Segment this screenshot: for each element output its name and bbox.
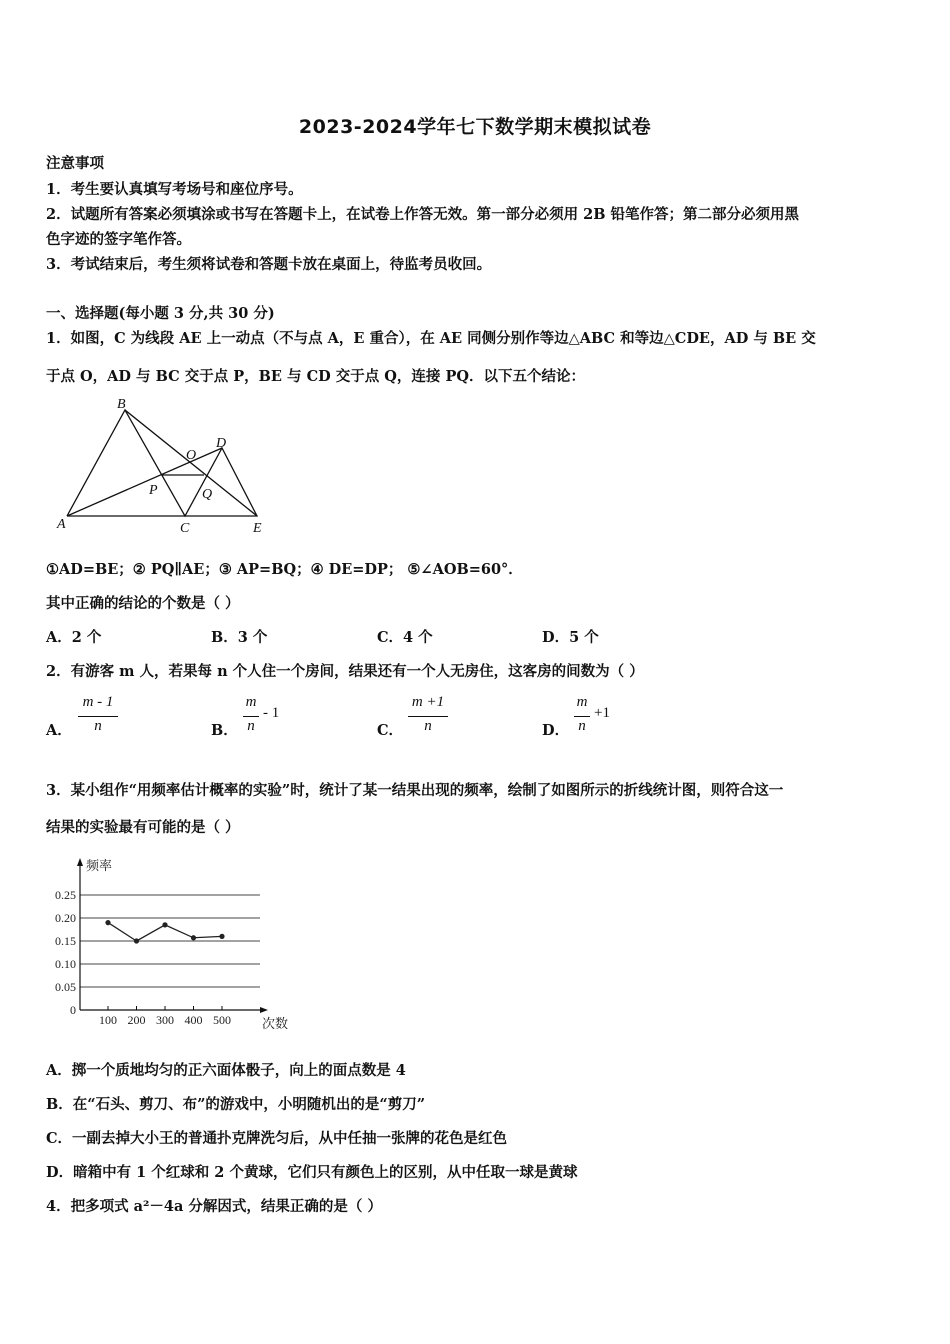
label-Q: Q bbox=[202, 487, 213, 502]
q1-option-a[interactable]: A．2 个 bbox=[46, 629, 102, 646]
fraction-denominator: n bbox=[94, 718, 102, 734]
q3-option-a[interactable]: A．掷一个质地均匀的正六面体骰子，向上的面点数是 4 bbox=[46, 1062, 406, 1079]
figure-lines bbox=[67, 410, 257, 516]
segment-AD bbox=[67, 448, 222, 516]
q4-stem: 4．把多项式 a²－4a 分解因式，结果正确的是（ ） bbox=[46, 1198, 382, 1215]
q2-stem: 2．有游客 m 人，若果每 n 个人住一个房间，结果还有一个人无房住，这客房的间数为（ ） bbox=[46, 663, 644, 680]
y-tick-label: 0.15 bbox=[55, 934, 76, 948]
q3-frequency-line-chart bbox=[40, 848, 290, 1033]
notice-item-3: 3．考试结束后，考生须将试卷和答题卡放在桌面上，待监考员收回。 bbox=[46, 256, 492, 273]
q1-ask: 其中正确的结论的个数是（ ） bbox=[46, 595, 240, 612]
segment-BE bbox=[125, 410, 257, 516]
x-tick-label: 500 bbox=[213, 1013, 231, 1027]
fraction-denominator: n bbox=[578, 718, 586, 734]
fraction-numerator: m bbox=[576, 694, 588, 710]
data-point bbox=[162, 922, 167, 927]
x-tick-label: 200 bbox=[127, 1013, 146, 1027]
fraction-numerator: m - 1 bbox=[82, 694, 114, 710]
label-C: C bbox=[180, 521, 190, 536]
q3-option-b[interactable]: B．在“石头、剪刀、布”的游戏中，小明随机出的是“剪刀” bbox=[46, 1096, 426, 1113]
y-axis-label: 频率 bbox=[86, 858, 113, 873]
q1-stem-line1: 1．如图，C 为线段 AE 上一动点（不与点 A，E 重合），在 AE 同侧分别作等边△ABC 和等边△CDE，AD 与 BE 交 bbox=[46, 330, 816, 347]
x-axis-label: 次数 bbox=[262, 1016, 289, 1031]
label-B: B bbox=[117, 397, 126, 412]
q1-option-d[interactable]: D．5 个 bbox=[542, 629, 599, 646]
q3-stem-line1: 3．某小组作“用频率估计概率的实验”时，统计了某一结果出现的频率，绘制了如图所示的折线统计图，则符合这一 bbox=[46, 782, 784, 799]
q2-option-b-letter[interactable]: B． bbox=[211, 722, 238, 739]
q2-option-c-fraction[interactable] bbox=[406, 694, 466, 740]
x-tick-label: 400 bbox=[184, 1013, 203, 1027]
fraction-numerator: m +1 bbox=[411, 694, 445, 710]
y-tick-label: 0 bbox=[70, 1003, 76, 1017]
q2-option-a-letter[interactable]: A． bbox=[46, 722, 72, 739]
y-tick-label: 0.20 bbox=[55, 911, 76, 925]
data-point bbox=[191, 935, 196, 940]
q1-stem-line2: 于点 O，AD 与 BC 交于点 P，BE 与 CD 交于点 Q，连接 PQ．以下五个结论： bbox=[46, 368, 585, 385]
data-point bbox=[219, 934, 224, 939]
q2-option-d-fraction[interactable] bbox=[560, 694, 630, 740]
label-E: E bbox=[253, 521, 262, 536]
fraction-denominator: n bbox=[424, 718, 432, 734]
q1-option-c[interactable]: C．4 个 bbox=[377, 629, 433, 646]
label-D: D bbox=[216, 436, 227, 451]
triangles-outline bbox=[67, 410, 257, 516]
fraction-bar bbox=[574, 716, 590, 717]
q3-option-d[interactable]: D．暗箱中有 1 个红球和 2 个黄球，它们只有颜色上的区别，从中任取一球是黄球 bbox=[46, 1164, 578, 1181]
notice-item-1: 1．考生要认真填写考场号和座位序号。 bbox=[46, 181, 303, 198]
fraction-tail: - 1 bbox=[263, 705, 280, 721]
x-tick-label: 100 bbox=[99, 1013, 117, 1027]
fraction-bar bbox=[243, 716, 259, 717]
y-tick-label: 0.10 bbox=[55, 957, 76, 971]
fraction-bar bbox=[78, 716, 118, 717]
page-title: 2023-2024学年七下数学期末模拟试卷 bbox=[298, 116, 652, 138]
q3-option-c[interactable]: C．一副去掉大小王的普通扑克牌洗匀后，从中任抽一张牌的花色是红色 bbox=[46, 1130, 508, 1147]
y-axis-arrow bbox=[77, 858, 83, 866]
data-point bbox=[105, 920, 110, 925]
section-heading: 一、选择题(每小题 3 分,共 30 分) bbox=[46, 305, 275, 322]
notice-heading: 注意事项 bbox=[46, 155, 104, 172]
fraction-bar bbox=[408, 716, 448, 717]
x-axis-arrow bbox=[260, 1007, 268, 1013]
fraction-denominator: n bbox=[247, 718, 255, 734]
q1-geometry-figure bbox=[55, 390, 275, 540]
q3-stem-line2: 结果的实验最有可能的是（ ） bbox=[46, 819, 240, 836]
data-point bbox=[134, 938, 139, 943]
q1-option-b[interactable]: B．3 个 bbox=[211, 629, 268, 646]
q2-option-d-letter[interactable]: D． bbox=[542, 722, 570, 739]
notice-item-2: 2．试题所有答案必须填涂或书写在答题卡上，在试卷上作答无效。第一部分必须用 2B 铅笔作答；第二部分必须用黑 bbox=[46, 206, 800, 223]
fraction-numerator: m bbox=[245, 694, 257, 710]
x-tick-label: 300 bbox=[156, 1013, 174, 1027]
label-O: O bbox=[186, 448, 197, 463]
y-tick-label: 0.05 bbox=[55, 980, 76, 994]
q2-option-a-fraction[interactable] bbox=[76, 694, 136, 740]
q2-option-c-letter[interactable]: C． bbox=[377, 722, 404, 739]
label-P: P bbox=[149, 483, 158, 498]
label-A: A bbox=[57, 517, 66, 532]
fraction-tail: +1 bbox=[594, 705, 610, 721]
y-tick-label: 0.25 bbox=[55, 888, 76, 902]
q1-conclusions: ①AD=BE；② PQ∥AE；③ AP=BQ；④ DE=DP； ⑤∠AOB=60°． bbox=[46, 561, 523, 578]
q2-option-b-fraction[interactable] bbox=[229, 694, 299, 740]
notice-item-2-cont: 色字迹的签字笔作答。 bbox=[46, 231, 191, 248]
